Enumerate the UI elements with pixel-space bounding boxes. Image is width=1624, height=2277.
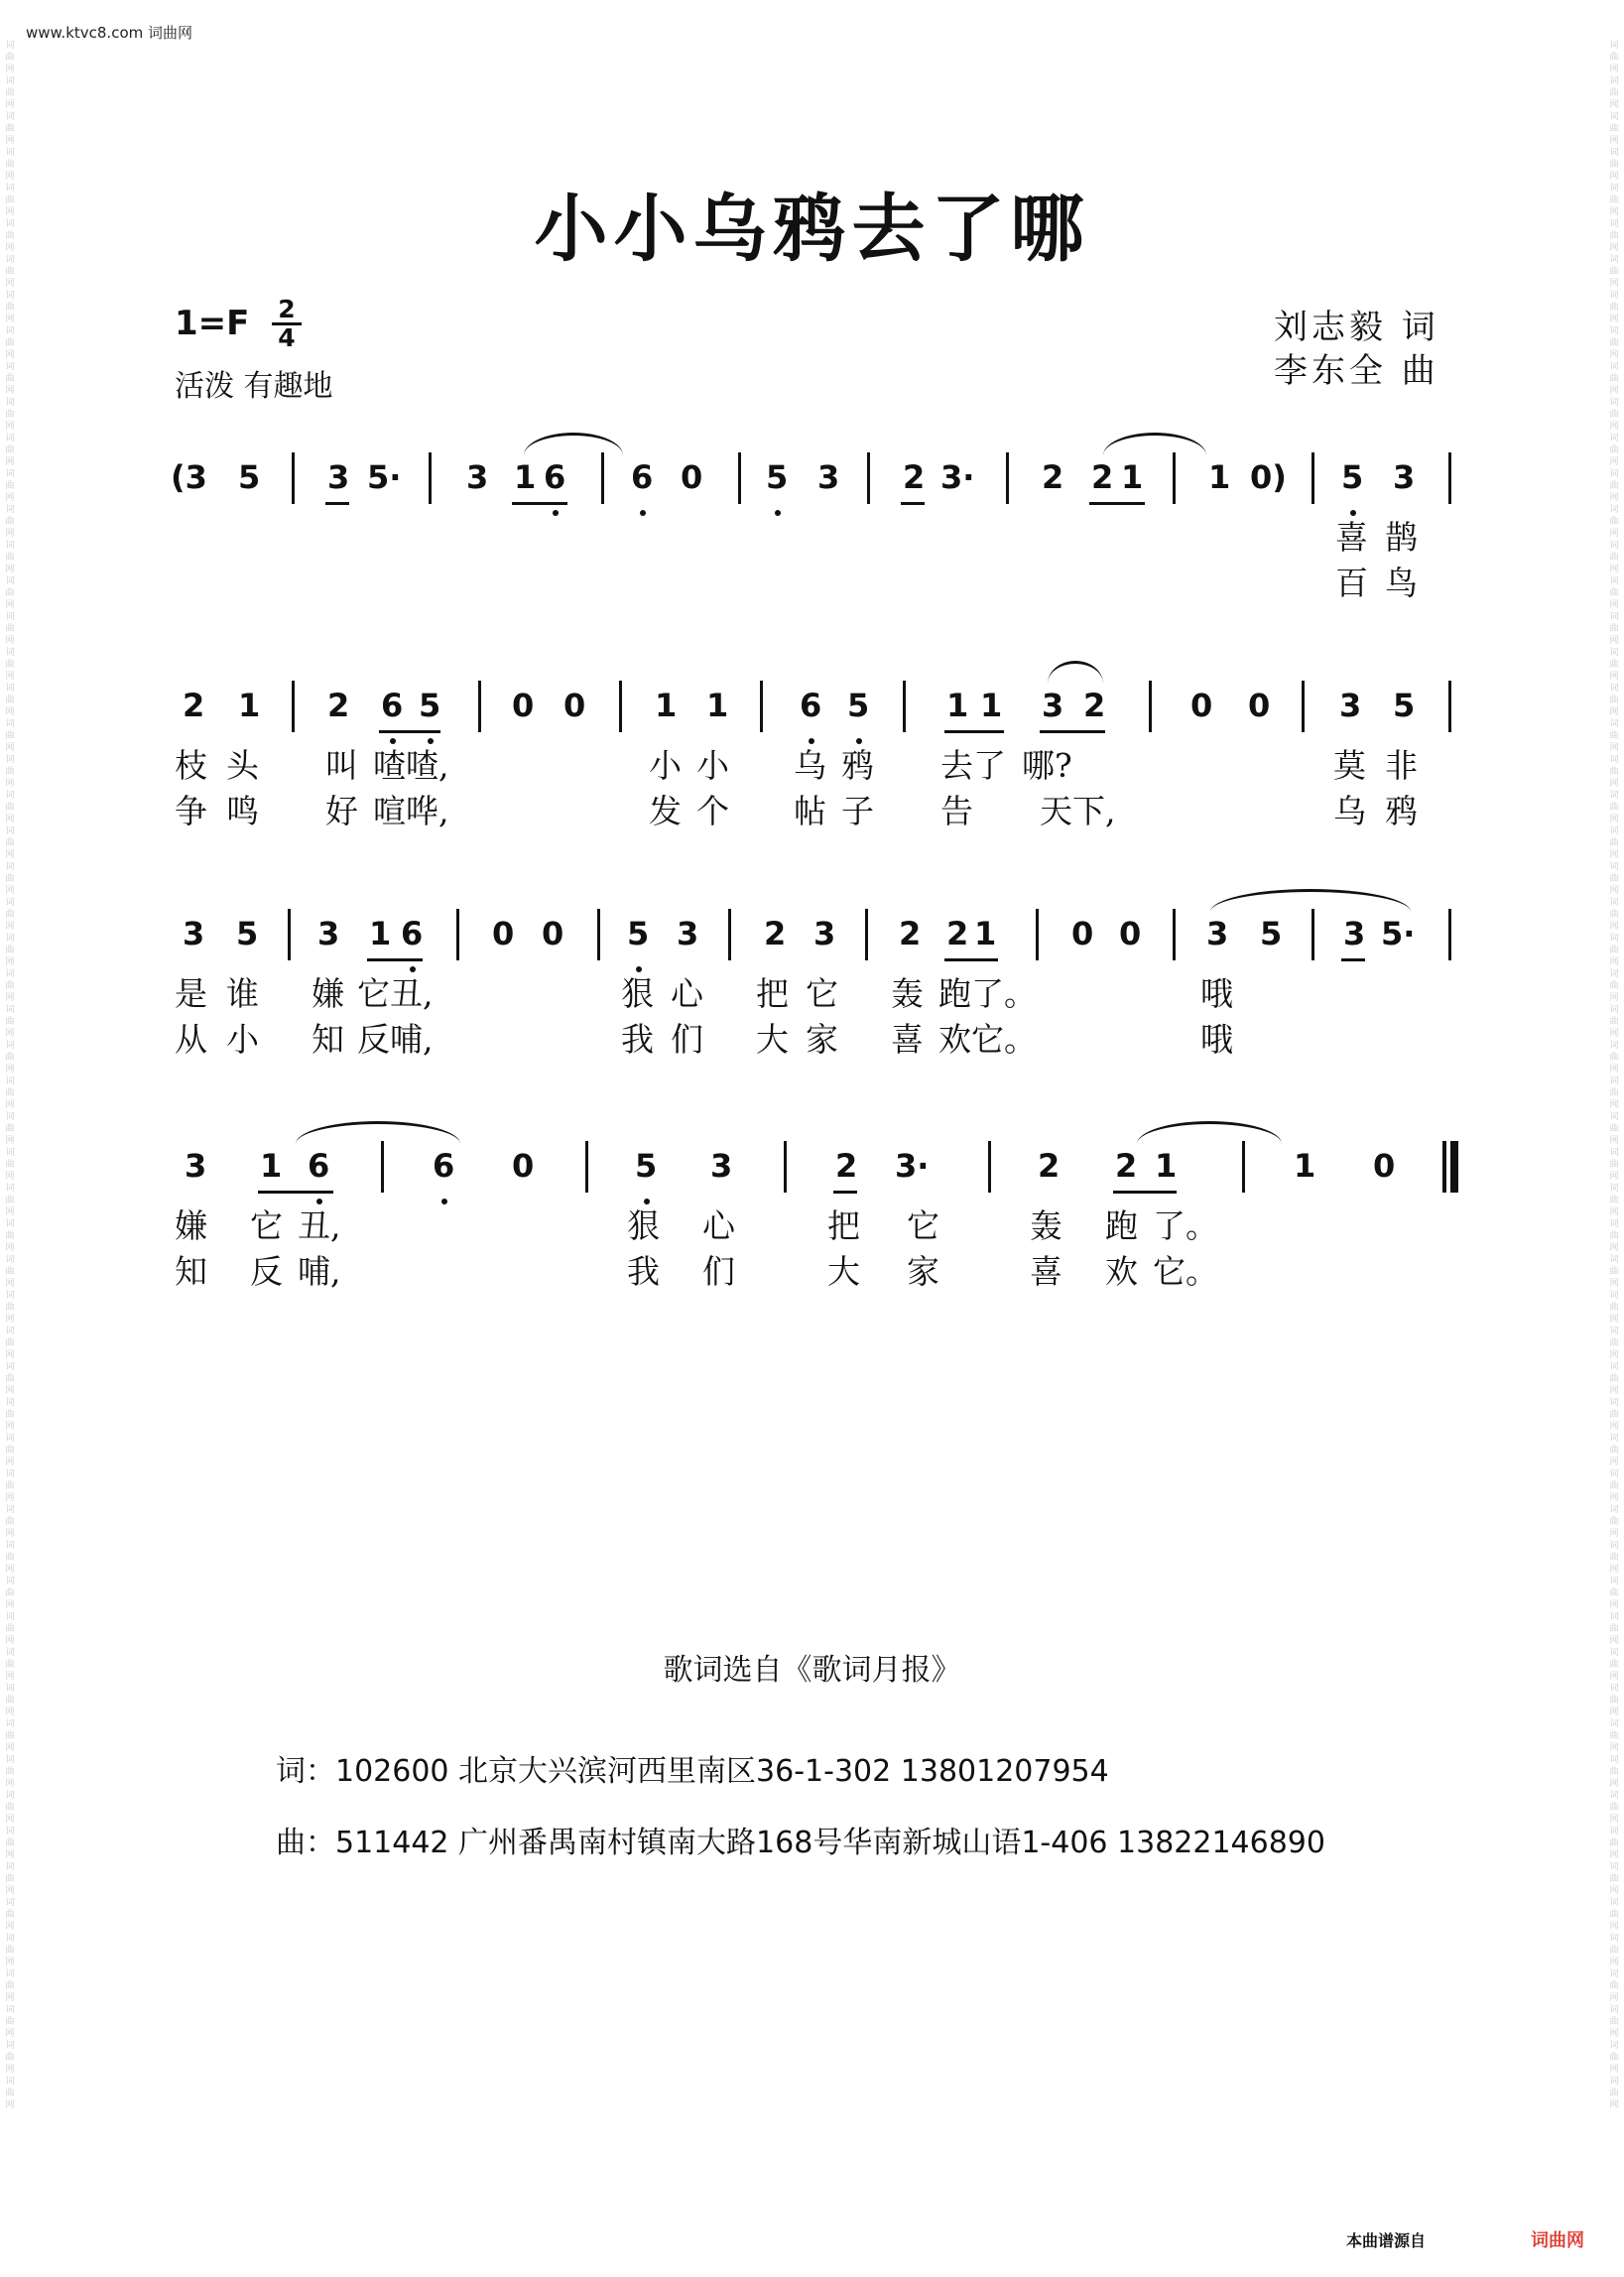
underline — [367, 958, 423, 961]
right-watermark: 词曲网词曲网词曲网词曲网词曲网词曲网词曲网词曲网词曲网词曲网词曲网词曲网词曲网词曲网词曲网词曲网词曲网词曲网词曲网词曲网词曲网词曲网词曲网词曲网词曲网词曲网词曲网词曲网词曲网词曲网词曲网词曲网词曲网词曲网词曲网词曲网词曲网词曲网词曲网词曲网词曲网词曲网词曲网词曲网词曲网词曲网词曲网词曲网词曲网词曲网词曲网词曲网词曲网词曲网词曲网词曲网词曲网词曲网 — [1609, 41, 1619, 2110]
bar-line — [456, 909, 459, 960]
time-signature-top: 2 — [278, 295, 296, 323]
note: 3 — [1042, 687, 1064, 724]
tie — [1103, 433, 1206, 455]
note: 3 — [1339, 687, 1362, 724]
note: 2 — [183, 687, 205, 724]
bar-line — [1006, 452, 1009, 504]
note: 5 — [635, 1147, 658, 1185]
bar-line — [619, 681, 622, 732]
note: 3 — [813, 915, 836, 952]
lyric-row-2 — [169, 554, 1458, 602]
lyric: 喜 — [891, 1020, 924, 1059]
note: 5 — [766, 458, 789, 496]
tie — [1137, 1121, 1282, 1144]
lyric: 轰 — [891, 974, 924, 1013]
bar-line — [988, 1141, 991, 1193]
bar-line — [585, 1141, 588, 1193]
note: 2 — [1038, 1147, 1061, 1185]
lyric: 狠 — [621, 974, 654, 1013]
bar-line — [867, 452, 870, 504]
lyric: 鸣 — [226, 792, 259, 830]
composer-address: 曲：511442 广州番禺南村镇南大路168号华南新城山语1-406 13822146890 — [276, 1826, 1325, 1860]
lyric: 嫌 — [175, 1206, 207, 1245]
lyric: 跑了。 — [938, 974, 1037, 1013]
lyric: 鸦 — [1385, 792, 1418, 830]
note: 6 — [433, 1147, 455, 1185]
note: 6 — [401, 915, 424, 952]
lyric: 反 — [250, 1252, 283, 1291]
bar-line — [292, 452, 295, 504]
note: 3 — [185, 1147, 207, 1185]
note: 3 — [677, 915, 699, 952]
lyric: 天下, — [1040, 792, 1116, 830]
lyric: 叫 — [325, 746, 358, 785]
underline — [1113, 1191, 1177, 1194]
note: 1 — [974, 915, 997, 952]
lyric: 乌 — [1333, 792, 1366, 830]
notation-row — [169, 675, 1458, 736]
note: 0) — [1250, 458, 1287, 496]
lyric: 喜 — [1335, 518, 1368, 557]
note: 1 — [706, 687, 729, 724]
lyric: 心 — [702, 1206, 735, 1245]
lyric: 争 — [175, 792, 207, 830]
lyric-row-1 — [169, 964, 1458, 1013]
bar-line — [1036, 909, 1039, 960]
lyric: 它 — [907, 1206, 939, 1245]
lyric-row-2 — [169, 1242, 1458, 1291]
lyric: 大 — [827, 1252, 860, 1291]
lyric: 它 — [806, 974, 838, 1013]
lyric: 小 — [649, 746, 682, 785]
lyrics-source-note: 歌词选自《歌词月报》 — [663, 1653, 961, 1688]
tie — [524, 433, 623, 455]
bar-line — [292, 681, 295, 732]
note: 5 — [1260, 915, 1283, 952]
note: 3 — [317, 915, 340, 952]
note: 6 — [631, 458, 654, 496]
lyric: 小 — [696, 746, 729, 785]
lyric: 鹊 — [1385, 518, 1418, 557]
lyric: 谁 — [226, 974, 259, 1013]
note: 1 — [1155, 1147, 1178, 1185]
lyric: 哦 — [1200, 974, 1233, 1013]
lyric: 好 — [325, 792, 358, 830]
lyric: 哦 — [1200, 1020, 1233, 1059]
lyric: 是 — [175, 974, 207, 1013]
note: 5· — [367, 458, 402, 496]
bar-line — [429, 452, 432, 504]
note: 0 — [492, 915, 515, 952]
note: 0 — [681, 458, 703, 496]
notation-row — [169, 903, 1458, 964]
note: 5 — [1393, 687, 1416, 724]
note: 0 — [1373, 1147, 1396, 1185]
lyric: 它丑, — [357, 974, 434, 1013]
underline — [944, 730, 1004, 733]
note: 6 — [544, 458, 566, 496]
note: 2 — [1091, 458, 1114, 496]
note: 6 — [308, 1147, 330, 1185]
underline — [901, 502, 925, 505]
note: 3· — [895, 1147, 930, 1185]
lyric: 轰 — [1030, 1206, 1062, 1245]
notation-row — [169, 1135, 1458, 1197]
score-system-4 — [169, 1135, 1458, 1291]
lyric: 把 — [756, 974, 789, 1013]
lyric: 丑, — [298, 1206, 341, 1245]
underline — [944, 958, 998, 961]
lyric: 喳喳, — [373, 746, 449, 785]
bar-line — [1242, 1141, 1245, 1193]
lyric: 家 — [907, 1252, 939, 1291]
lyric-row-1 — [169, 508, 1458, 557]
note: 3 — [1343, 915, 1366, 952]
bar-line — [865, 909, 868, 960]
note: 1 — [946, 687, 969, 724]
lyric: 我 — [621, 1020, 654, 1059]
lyric: 把 — [827, 1206, 860, 1245]
final-bar-line-thick — [1450, 1141, 1458, 1193]
lyric: 小 — [226, 1020, 259, 1059]
underline — [1040, 730, 1105, 733]
note: 1 — [1121, 458, 1144, 496]
underline — [512, 502, 567, 505]
note: 5 — [238, 458, 261, 496]
time-signature-bottom: 4 — [278, 323, 296, 352]
lyric: 枝 — [175, 746, 207, 785]
bar-line — [601, 452, 604, 504]
note: 1 — [980, 687, 1003, 724]
bar-line — [1149, 681, 1152, 732]
bar-line — [1448, 909, 1451, 960]
site-header: www.ktvc8.com 词曲网 — [26, 24, 193, 42]
lyric: 它。 — [1153, 1252, 1218, 1291]
bar-line — [1448, 681, 1451, 732]
note: 0 — [1190, 687, 1213, 724]
lyric: 头 — [226, 746, 259, 785]
note: 0 — [1248, 687, 1271, 724]
note: 5 — [627, 915, 650, 952]
lyric: 去了 — [940, 746, 1006, 785]
note: 2 — [946, 915, 969, 952]
lyric: 哪? — [1022, 746, 1072, 785]
bar-line — [1448, 452, 1451, 504]
note: 3 — [710, 1147, 733, 1185]
footer-brand-logo[interactable]: 词曲网 — [1531, 2230, 1584, 2251]
note: 2 — [764, 915, 787, 952]
lyric: 我 — [627, 1252, 660, 1291]
underline — [833, 1191, 857, 1194]
tempo-marking: 活泼 有趣地 — [175, 369, 333, 404]
note: 1 — [514, 458, 537, 496]
underline — [325, 502, 349, 505]
bar-line — [1173, 452, 1176, 504]
lyric: 反哺, — [357, 1020, 434, 1059]
bar-line — [478, 681, 481, 732]
footer-source-label: 本曲谱源自 — [1345, 2231, 1426, 2250]
bar-line — [381, 1141, 384, 1193]
note: 3 — [466, 458, 489, 496]
note: 3 — [183, 915, 205, 952]
bar-line — [738, 452, 741, 504]
note: 1 — [260, 1147, 283, 1185]
lyric: 鸦 — [841, 746, 874, 785]
lyric-row-1 — [169, 736, 1458, 785]
note: 0 — [542, 915, 564, 952]
lyricist-credit: 刘志毅 词 — [1274, 308, 1439, 347]
note: 3 — [1393, 458, 1416, 496]
lyric: 非 — [1385, 746, 1418, 785]
underline — [379, 730, 440, 733]
note: 1 — [1208, 458, 1231, 496]
bar-line — [1312, 452, 1314, 504]
bar-line — [903, 681, 906, 732]
lyric: 们 — [671, 1020, 703, 1059]
note: 0 — [1071, 915, 1094, 952]
note: 6 — [800, 687, 822, 724]
bar-line — [1312, 909, 1314, 960]
note: 3 — [327, 458, 350, 496]
lyric: 子 — [841, 792, 874, 830]
lyric: 莫 — [1333, 746, 1366, 785]
lyric: 哺, — [298, 1252, 341, 1291]
note: 0 — [512, 687, 535, 724]
note: 0 — [563, 687, 586, 724]
lyric: 发 — [649, 792, 682, 830]
lyric: 大 — [756, 1020, 789, 1059]
note: 3 — [1206, 915, 1229, 952]
time-signature — [272, 295, 302, 352]
lyric: 狠 — [627, 1206, 660, 1245]
lyric-row-1 — [169, 1197, 1458, 1245]
lyric: 帖 — [794, 792, 826, 830]
note: 1 — [369, 915, 392, 952]
bar-line — [760, 681, 763, 732]
song-title: 小小乌鸦去了哪 — [534, 187, 1090, 272]
lyric: 乌 — [794, 746, 826, 785]
underline — [258, 1191, 333, 1194]
lyric: 喜 — [1030, 1252, 1062, 1291]
note: 2 — [1083, 687, 1106, 724]
note: 2 — [903, 458, 926, 496]
bar-line — [288, 909, 291, 960]
lyric: 知 — [312, 1020, 344, 1059]
final-bar-line — [1442, 1141, 1446, 1193]
tie — [1210, 889, 1411, 912]
lyric: 心 — [671, 974, 703, 1013]
score-system-1 — [169, 446, 1458, 602]
lyric: 们 — [702, 1252, 735, 1291]
lyric: 告 — [940, 792, 973, 830]
note: 5 — [847, 687, 870, 724]
lyric: 百 — [1335, 564, 1368, 602]
note: 3 — [817, 458, 840, 496]
lyric: 家 — [806, 1020, 838, 1059]
bar-line — [1173, 909, 1176, 960]
left-watermark: 词曲网词曲网词曲网词曲网词曲网词曲网词曲网词曲网词曲网词曲网词曲网词曲网词曲网词曲网词曲网词曲网词曲网词曲网词曲网词曲网词曲网词曲网词曲网词曲网词曲网词曲网词曲网词曲网词曲网词曲网词曲网词曲网词曲网词曲网词曲网词曲网词曲网词曲网词曲网词曲网词曲网词曲网词曲网词曲网词曲网词曲网词曲网词曲网词曲网词曲网词曲网词曲网词曲网词曲网词曲网词曲网词曲网词曲网 — [5, 41, 15, 2110]
note: 5 — [236, 915, 259, 952]
lyric: 鸟 — [1385, 564, 1418, 602]
note: 1 — [655, 687, 678, 724]
note: 3· — [940, 458, 975, 496]
note: 5· — [1381, 915, 1416, 952]
bar-line — [784, 1141, 787, 1193]
composer-credit: 李东全 曲 — [1274, 351, 1439, 391]
lyric: 从 — [175, 1020, 207, 1059]
bar-line — [728, 909, 731, 960]
lyric: 跑 — [1105, 1206, 1138, 1245]
tie — [296, 1121, 460, 1144]
bar-line — [1302, 681, 1305, 732]
note: 2 — [1042, 458, 1064, 496]
lyric-row-2 — [169, 782, 1458, 830]
lyric: 个 — [696, 792, 729, 830]
note: 2 — [835, 1147, 858, 1185]
note: 2 — [899, 915, 922, 952]
lyric: 知 — [175, 1252, 207, 1291]
tie — [1048, 661, 1103, 684]
lyric: 它 — [250, 1206, 283, 1245]
notation-row — [169, 446, 1458, 508]
lyric: 嫌 — [312, 974, 344, 1013]
score-system-2 — [169, 675, 1458, 830]
lyric: 欢它。 — [938, 1020, 1037, 1059]
note: 0 — [1119, 915, 1142, 952]
bar-line — [597, 909, 600, 960]
underline — [1089, 502, 1145, 505]
underline — [1341, 958, 1365, 961]
note: 6 — [381, 687, 404, 724]
note: 2 — [1115, 1147, 1138, 1185]
note: 1 — [238, 687, 261, 724]
lyric: 欢 — [1105, 1252, 1138, 1291]
note: 1 — [1294, 1147, 1316, 1185]
key-signature: 1=F — [175, 304, 250, 343]
note: 5 — [1341, 458, 1364, 496]
lyric-row-2 — [169, 1010, 1458, 1059]
note: 0 — [512, 1147, 535, 1185]
note: 2 — [327, 687, 350, 724]
lyric: 了。 — [1153, 1206, 1218, 1245]
note: (3 — [171, 458, 207, 496]
lyricist-address: 词：102600 北京大兴滨河西里南区36-1-302 13801207954 — [276, 1754, 1109, 1789]
lyric: 喧哗, — [373, 792, 449, 830]
score-system-3 — [169, 903, 1458, 1059]
note: 5 — [419, 687, 441, 724]
